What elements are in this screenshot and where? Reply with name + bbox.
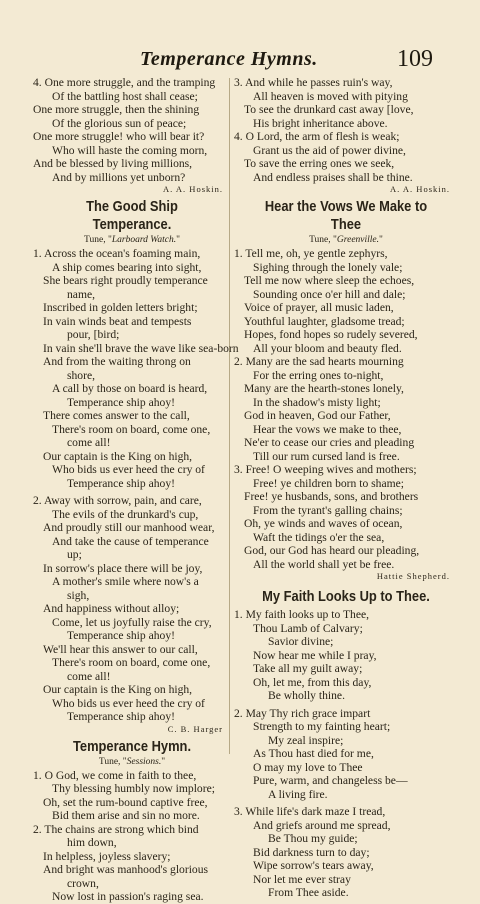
continued-hymn-verse <box>234 76 458 195</box>
page-number: 109 <box>397 46 433 72</box>
hymn-my-faith-looks-up <box>234 588 458 900</box>
verse-line: And from the waiting throng on <box>43 355 191 368</box>
running-head <box>0 44 480 76</box>
verse-line: Now hear me while I pray, <box>253 648 377 662</box>
right-column <box>234 76 458 900</box>
verse-line: All your bloom and beauty fled. <box>253 341 402 355</box>
verse-line: There comes answer to the call, <box>43 409 190 422</box>
verse-line: up; <box>67 548 82 561</box>
verse-line: As Thou hast died for me, <box>253 747 374 760</box>
verse-line: And happiness without alloy; <box>43 602 180 615</box>
verse-line: Now lost in passion's raging sea. <box>52 890 204 903</box>
verse-line: Pure, warm, and changeless be— <box>253 774 408 787</box>
left-column <box>33 76 239 904</box>
verse-line: 3. And while he passes ruin's way, <box>234 76 393 89</box>
verse-line: name, <box>67 287 96 301</box>
verse-line: 1. My faith looks up to Thee, <box>234 608 370 621</box>
verse-line: And be blessed by living millions, <box>33 157 193 170</box>
verse-line: Voice of prayer, all music laden, <box>244 301 394 314</box>
verse-line: There's room on board, come one, <box>52 422 211 436</box>
verse-line: All the world shall yet be free. <box>253 557 395 571</box>
verse-line: And endless praises shall be thine. <box>253 170 413 184</box>
verse-line: him down, <box>67 836 117 849</box>
continued-hymn-verse <box>33 76 231 195</box>
verse-line: From Thee aside. <box>268 886 349 899</box>
verse-line: Who will haste the coming morn, <box>52 143 208 157</box>
tune-line: Tune, "Larboard Watch." <box>84 235 180 245</box>
hymn-good-ship-temperance <box>33 198 239 735</box>
verse-line: Waft the tidings o'er the sea, <box>253 530 385 544</box>
verse-line: Oh, set the rum-bound captive free, <box>43 795 208 809</box>
verse-line: Be wholly thine. <box>268 689 345 702</box>
verse-line: Sighing through the lonely vale; <box>253 260 403 274</box>
verse-line: Thy blessing humbly now implore; <box>52 782 215 795</box>
verse-line: And griefs around me spread, <box>253 818 391 832</box>
verse-line: 1. Across the ocean's foaming main, <box>33 247 201 260</box>
verse-line: Temperance ship ahoy! <box>67 629 175 642</box>
verse-line: Many are the hearth-stones lonely, <box>244 382 404 395</box>
verse-line: From the tyrant's galling chains; <box>253 503 403 517</box>
tune-line: Tune, "Greenville." <box>309 235 383 245</box>
verse-line: And take the cause of temperance <box>52 534 209 548</box>
verse-line: 4. O Lord, the arm of flesh is weak; <box>234 130 400 143</box>
verse-line: Our captain is the King on high, <box>43 449 193 463</box>
tune-name: Greenville. <box>336 235 380 245</box>
hymn-author: A. A. Hoskin. <box>163 184 223 194</box>
verse-line: pour, [bird; <box>67 328 120 341</box>
verse-line: shore, <box>67 368 96 382</box>
verse-line: Wipe sorrow's tears away, <box>253 859 374 872</box>
verse-line: come all! <box>67 669 111 683</box>
verse-line: Come, let us joyfully raise the cry, <box>52 615 212 629</box>
verse-line: Strength to my fainting heart; <box>253 720 391 733</box>
verse-line: Who bids us ever heed the cry of <box>52 463 205 476</box>
verse-line: 4. One more struggle, and the tramping <box>33 76 216 89</box>
verse-line: My zeal inspire; <box>268 733 344 747</box>
verse-line: She bears right proudly temperance <box>43 274 208 287</box>
verse-line: Bid darkness turn to day; <box>253 845 370 859</box>
hymn-author: A. A. Hoskin. <box>390 184 450 194</box>
verse-line: O may my love to Thee <box>253 760 363 774</box>
verse-line: Take all my guilt away; <box>253 662 363 675</box>
hymn-temperance-hymn <box>33 738 231 904</box>
verse-line: 1. O God, we come in faith to thee, <box>33 768 197 782</box>
hymn-title: The Good Ship Temperance. <box>86 198 178 233</box>
verse-line: Free! ye husbands, sons, and brothers <box>244 490 419 503</box>
verse-line: Ne'er to cease our cries and pleading <box>244 436 415 449</box>
hymn-hear-the-vows <box>234 198 458 582</box>
verse-line: Inscribed in golden letters bright; <box>43 301 198 314</box>
tune-name: Larboard Watch. <box>111 235 177 245</box>
verse-line: In vain winds beat and tempests <box>43 314 192 328</box>
verse-line: Our captain is the King on high, <box>43 683 193 696</box>
verse-line: A call by those on board is heard, <box>52 382 208 395</box>
hymn-author: Hattie Shepherd. <box>376 571 450 581</box>
verse-line: Of the glorious sun of peace; <box>52 116 187 130</box>
verse-line: For the erring ones to-night, <box>253 368 384 382</box>
verse-line: 2. May Thy rich grace impart <box>234 706 371 720</box>
verse-line: There's room on board, come one, <box>52 656 211 669</box>
verse-line: A ship comes bearing into sight, <box>52 260 202 274</box>
verse-line: Bid them arise and sin no more. <box>52 809 200 822</box>
verse-line: come all! <box>67 436 111 449</box>
verse-line: Sounding once o'er hill and dale; <box>253 287 406 301</box>
tune-name: Sessions. <box>126 756 162 767</box>
verse-line: Till our rum cursed land is free. <box>253 449 400 463</box>
verse-line: Hopes, fond hopes so rudely severed, <box>244 328 418 341</box>
verse-line: In the shadow's misty light; <box>253 395 381 409</box>
verse-line: crown, <box>67 876 99 890</box>
verse-line: Nor let me ever stray <box>253 872 351 886</box>
verse-line: One more struggle! who will bear it? <box>33 130 205 143</box>
verse-line: 1. Tell me, oh, ye gentle zephyrs, <box>234 247 388 260</box>
verse-line: Oh, ye winds and waves of ocean, <box>244 517 403 530</box>
verse-line: Of the battling host shall cease; <box>52 89 198 103</box>
verse-line: And bright was manhood's glorious <box>43 863 209 876</box>
verse-line: In helpless, joyless slavery; <box>43 849 171 863</box>
verse-line: And by millions yet unborn? <box>52 170 186 184</box>
verse-line: Free! ye children born to shame; <box>253 476 404 490</box>
verse-line: sigh, <box>67 588 90 602</box>
verse-line: 2. The chains are strong which bind <box>33 822 199 836</box>
verse-line: The evils of the drunkard's cup, <box>52 507 199 521</box>
verse-line: All heaven is moved with pitying <box>253 89 408 103</box>
verse-line: To save the erring ones we seek, <box>244 157 395 170</box>
verse-line: Savior divine; <box>268 635 334 648</box>
running-title: Temperance Hymns. <box>140 48 318 70</box>
verse-line: We'll hear this answer to our call, <box>43 642 198 656</box>
hymn-title: My Faith Looks Up to Thee. <box>262 588 430 605</box>
verse-line: Hear the vows we make to thee, <box>253 422 402 436</box>
verse-line: His bright inheritance above. <box>253 116 388 130</box>
verse-line: And proudly still our manhood wear, <box>43 521 215 534</box>
verse-line: Youthful laughter, gladsome tread; <box>244 314 405 328</box>
verse-line: Be Thou my guide; <box>268 832 358 845</box>
hymn-author: C. B. Harger <box>167 723 223 734</box>
verse-line: Tell me now where sleep the echoes, <box>244 274 415 287</box>
verse-line: 3. Free! O weeping wives and mothers; <box>234 463 417 476</box>
verse-line: 3. While life's dark maze I tread, <box>234 805 386 818</box>
verse-line: 2. Many are the sad hearts mourning <box>234 355 404 368</box>
verse-line: Who bids us ever heed the cry of <box>52 696 205 710</box>
verse-line: In vain she'll brave the wave like sea-born <box>43 341 239 355</box>
verse-line: Temperance ship ahoy! <box>67 395 175 409</box>
tune-line: Tune, "Sessions." <box>98 756 166 767</box>
verse-line: A mother's smile where now's a <box>52 575 199 588</box>
verse-line: Oh, let me, from this day, <box>253 675 372 689</box>
verse-line: Temperance ship ahoy! <box>67 476 175 490</box>
verse-line: Temperance ship ahoy! <box>67 710 175 723</box>
verse-line: Thou Lamb of Calvary; <box>253 621 363 635</box>
hymn-title: Hear the Vows We Make to Thee <box>264 198 428 233</box>
verse-line: To see the drunkard cast away [love, <box>244 103 414 116</box>
verse-line: Grant us the aid of power divine, <box>253 143 406 157</box>
verse-line: 2. Away with sorrow, pain, and care, <box>33 494 202 507</box>
verse-line: One more struggle, then the shining <box>33 103 200 116</box>
verse-line: In sorrow's place there will be joy, <box>43 561 203 575</box>
verse-line: God in heaven, God our Father, <box>244 409 391 422</box>
hymn-title: Temperance Hymn. <box>72 737 192 755</box>
verse-line: God, our God has heard our pleading, <box>244 544 420 557</box>
verse-line: A living fire. <box>268 787 328 801</box>
